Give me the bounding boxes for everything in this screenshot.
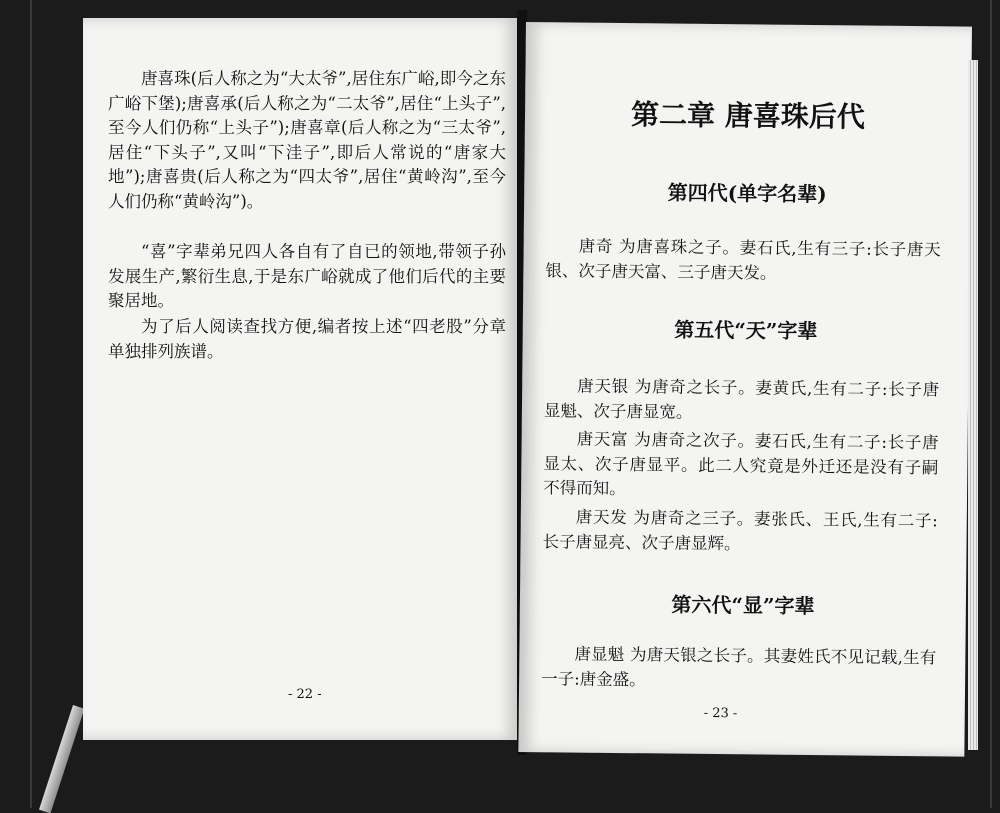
paragraph: 唐奇 为唐喜珠之子。妻石氏,生有三子:长子唐天银、次子唐天富、三子唐天发。 bbox=[545, 236, 941, 283]
page-number: - 22 - bbox=[288, 687, 322, 702]
chapter-title: 第二章 唐喜珠后代 bbox=[630, 98, 866, 134]
left-page bbox=[83, 18, 517, 740]
pencil bbox=[39, 705, 84, 813]
paragraph: 唐显魁 为唐天银之长子。其妻姓氏不见记载,生有一子:唐金盛。 bbox=[541, 644, 937, 689]
paragraph: “喜”字辈弟兄四人各自有了自已的领地,带领子孙发展生产,繁衍生息,于是东广峪就成了他们后代的主要聚居地。 bbox=[108, 242, 506, 311]
right-page bbox=[518, 22, 972, 757]
paragraph: 唐天富 为唐奇之次子。妻石氏,生有二子:长子唐显太、次子唐显平。此二人究竟是外迁还是没有子嗣不得而知。 bbox=[543, 429, 939, 499]
page-stack-edge bbox=[968, 60, 978, 750]
paragraph: 唐喜珠(后人称之为“大太爷”,居住东广峪,即今之东广峪下堡);唐喜承(后人称之为“二太爷”,居住“上头子”,至今人们仍称“上头子”);唐喜章(后人称之为“三太爷”,居住“下头子”,又叫“下洼子”,即后人常说的“唐家大地”);唐喜贵(后人称之为“四太爷”,居住“黄岭沟”,至今人们仍称“黄岭沟”)。 bbox=[108, 69, 506, 211]
section-heading: 第四代(单字名辈) bbox=[667, 180, 827, 207]
paragraph: 唐天银 为唐奇之长子。妻黄氏,生有二子:长子唐显魁、次子唐显宽。 bbox=[543, 376, 940, 422]
page-number: - 23 - bbox=[703, 705, 738, 722]
background-stripe bbox=[30, 0, 32, 808]
section-heading: 第五代“天”字辈 bbox=[674, 317, 818, 344]
section-heading: 第六代“显”字辈 bbox=[671, 592, 815, 619]
paragraph: 唐天发 为唐奇之三子。妻张氏、王氏,生有二子:长子唐显亮、次子唐显辉。 bbox=[542, 507, 938, 553]
paragraph: 为了后人阅读查找方便,编者按上述“四老股”分章单独排列族谱。 bbox=[108, 317, 506, 361]
background-stripe bbox=[990, 0, 992, 808]
